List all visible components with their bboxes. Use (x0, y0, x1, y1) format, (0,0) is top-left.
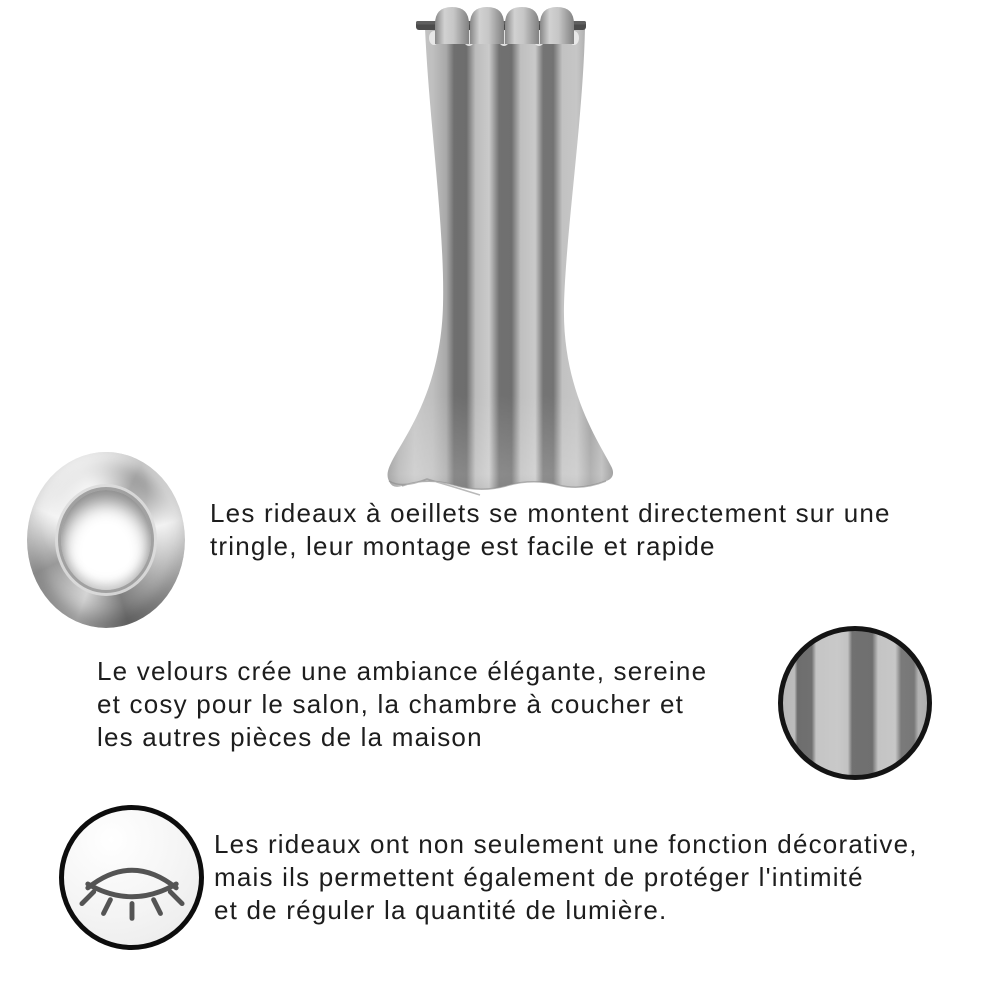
curtain-product-image (383, 0, 617, 500)
grommet-ring-image (27, 452, 185, 628)
privacy-badge (59, 805, 204, 950)
feature-line: et de réguler la quantité de lumière. (214, 895, 668, 925)
feature-line: mais ils permettent également de protéger l'intimité (214, 862, 864, 892)
feature-line: Les rideaux à oeillets se montent directement sur une (210, 498, 891, 528)
feature-line: Les rideaux ont non seulement une fonction décorative, (214, 829, 918, 859)
grommet-ring-hole (61, 490, 151, 590)
curtain-grommet-tab (470, 7, 504, 44)
curtain-grommet-tab (540, 7, 574, 44)
feature-line: tringle, leur montage est facile et rapide (210, 531, 716, 561)
curtain-grommet-tab (505, 7, 539, 44)
closed-eye-icon (78, 842, 186, 922)
velvet-detail-image (778, 626, 932, 780)
feature-text-velvet (97, 655, 707, 754)
feature-line: et cosy pour le salon, la chambre à coucher et (97, 689, 685, 719)
feature-line: Le velours crée une ambiance élégante, sereine (97, 656, 708, 686)
feature-text-privacy (214, 828, 918, 927)
curtain-hem-shading (383, 395, 617, 500)
feature-text-mounting (210, 497, 891, 563)
curtain-grommet-tab (435, 7, 469, 44)
feature-line: les autres pièces de la maison (97, 722, 483, 752)
